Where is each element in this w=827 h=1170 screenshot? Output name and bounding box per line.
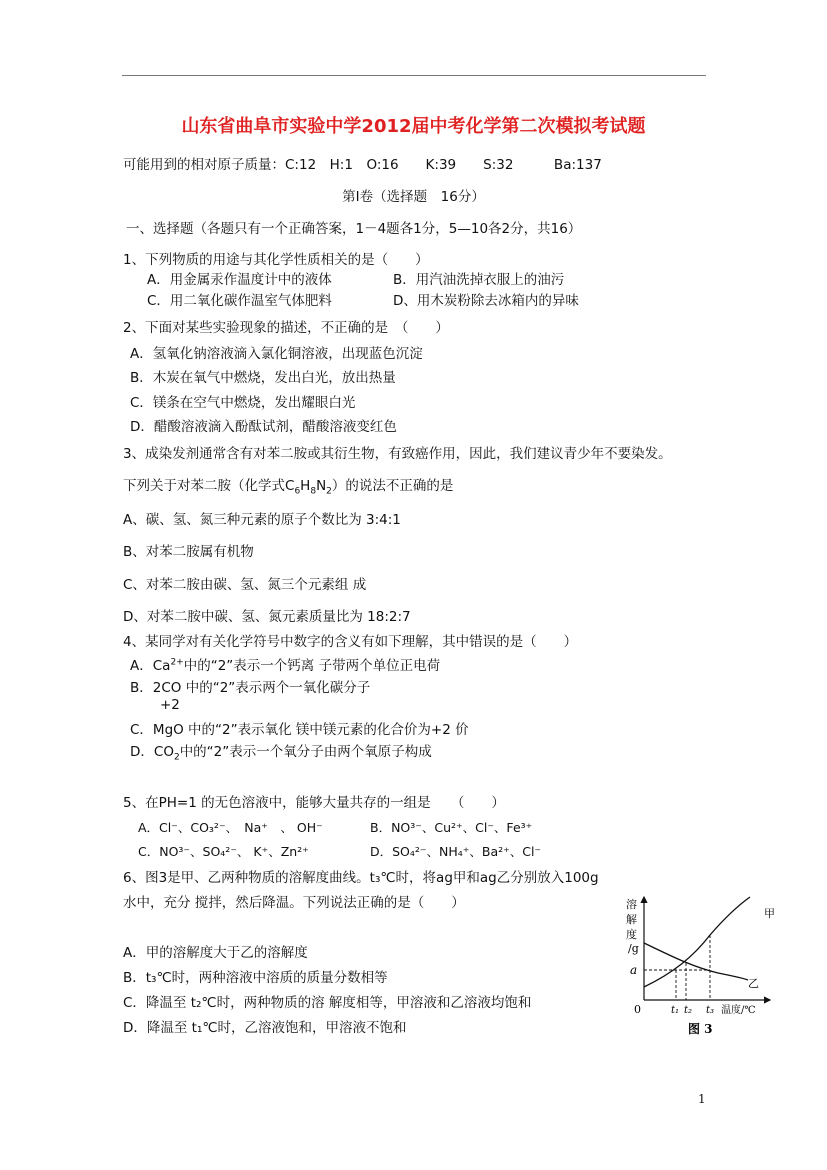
y-unit: /g [628,942,639,955]
q4-stem: 4、某同学对有关化学符号中数字的含义有如下理解，其中错误的是（ ） [123,634,578,650]
q1-stem: 1、下列物质的用途与其化学性质相关的是（ ） [123,252,429,268]
q3-option-a: A、碳、氢、氮三种元素的原子个数比为 3:4:1 [123,512,401,528]
q4-option-b: B．2CO 中的“2”表示两个一氧化碳分子 [130,680,371,696]
curve-jia [644,897,750,987]
q1-option-a: A．用金属汞作温度计中的液体 [147,272,332,288]
q6-stem2: 水中，充分 搅拌，然后降温。下列说法正确的是（ ） [123,895,465,911]
q1-option-c: C．用二氧化碳作温室气体肥料 [147,293,332,309]
q5-option-b: B．NO³⁻、Cu²⁺、Cl⁻、Fe³⁺ [370,820,533,835]
series-jia-label: 甲 [764,907,775,920]
q1-option-d: D、用木炭粉除去冰箱内的异味 [393,293,579,309]
x-axis-label: 温度/℃ [721,1005,756,1016]
q2-option-b: B．木炭在氧气中燃烧，发出白光，放出热量 [130,370,396,386]
q4-option-a: A．$Ca^{2+}$中的“2”表示一个钙离 子带两个单位正电荷 [130,657,441,674]
page-title: 山东省曲阜市实验中学2012届中考化学第二次模拟考试题 [181,116,646,137]
page-number: 1 [698,1092,706,1106]
q2-stem: 2、下面对某些实验现象的描述，不正确的是 （ ） [123,320,449,336]
q6-option-c: C．降温至 t₂℃时，两种物质的溶 解度相等，甲溶液和乙溶液均饱和 [123,995,532,1011]
section1-heading: 一、选择题（各题只有一个正确答案，1－4题各1分，5—10各2分，共16） [126,221,582,237]
q6-option-b: B．t₃℃时，两种溶液中溶质的质量分数相等 [123,970,388,986]
q5-option-c: C．NO³⁻、SO₄²⁻、 K⁺、Zn²⁺ [138,844,309,859]
q3-stem: 3、成染发剂通常含有对苯二胺或其衍生物，有致癌作用，因此，我们建议青少年不要染发。 [123,446,672,462]
q6-option-a: A．甲的溶解度大于乙的溶解度 [123,945,308,961]
q5-option-d: D．SO₄²⁻、NH₄⁺、Ba²⁺、Cl⁻ [370,844,542,859]
solubility-figure [618,895,778,1050]
atomic-mass-line: 可能用到的相对原子质量：C:12 H:1 O:16 K:39 S:32 Ba:137 [123,157,602,173]
q5-option-a: A．Cl⁻、CO₃²⁻、 Na⁺ 、 OH⁻ [138,820,323,835]
q3-stem2: 下列关于对苯二胺（化学式$C_6H_8N_2$）的说法不正确的是 [123,478,454,497]
q4-option-c: C．MgO 中的“2”表示氧化 镁中镁元素的化合价为+2 价 [130,722,469,738]
q3-option-c: C、对苯二胺由碳、氢、氮三个元素组 成 [123,577,367,593]
q2-option-d: D．醋酸溶液滴入酚酞试剂，醋酸溶液变红色 [130,419,397,435]
header-rule [122,75,706,76]
y-label-1: 溶 [626,898,637,911]
q1-option-b: B．用汽油洗掉衣服上的油污 [393,272,565,288]
q3-option-d: D、对苯二胺中碳、氢、氮元素质量比为 18:2:7 [123,609,411,625]
curve-yi [644,943,748,980]
q4-option-d: D．$CO_2$中的“2”表示一个氧分子由两个氧原子构成 [130,744,432,763]
t2-label: t₂ [684,1005,693,1016]
t1-label: t₁ [671,1005,680,1016]
y-label-2: 解 [626,913,637,926]
q3-option-b: B、对苯二胺属有机物 [123,544,254,560]
part1-title: 第Ⅰ卷（选择题 16分） [342,189,485,205]
origin-label: 0 [634,1003,641,1016]
y-label-3: 度 [626,928,637,941]
q6-stem: 6、图3是甲、乙两种物质的溶解度曲线。t₃℃时，将ag甲和ag乙分别放入100g [123,870,599,886]
q2-option-c: C．镁条在空气中燃烧，发出耀眼白光 [130,395,356,411]
t3-label: t₃ [706,1005,715,1016]
figure-caption: 图 3 [688,1022,713,1036]
q6-option-d: D．降温至 t₁℃时，乙溶液饱和，甲溶液不饱和 [123,1020,407,1036]
q4-plus2-mark: +2 [160,697,180,713]
series-yi-label: 乙 [748,977,759,990]
a-label: a [630,963,638,977]
q2-option-a: A．氢氧化钠溶液滴入氯化铜溶液，出现蓝色沉淀 [130,346,423,362]
q5-stem: 5、在PH=1 的无色溶液中，能够大量共存的一组是 （ ） [123,795,505,811]
